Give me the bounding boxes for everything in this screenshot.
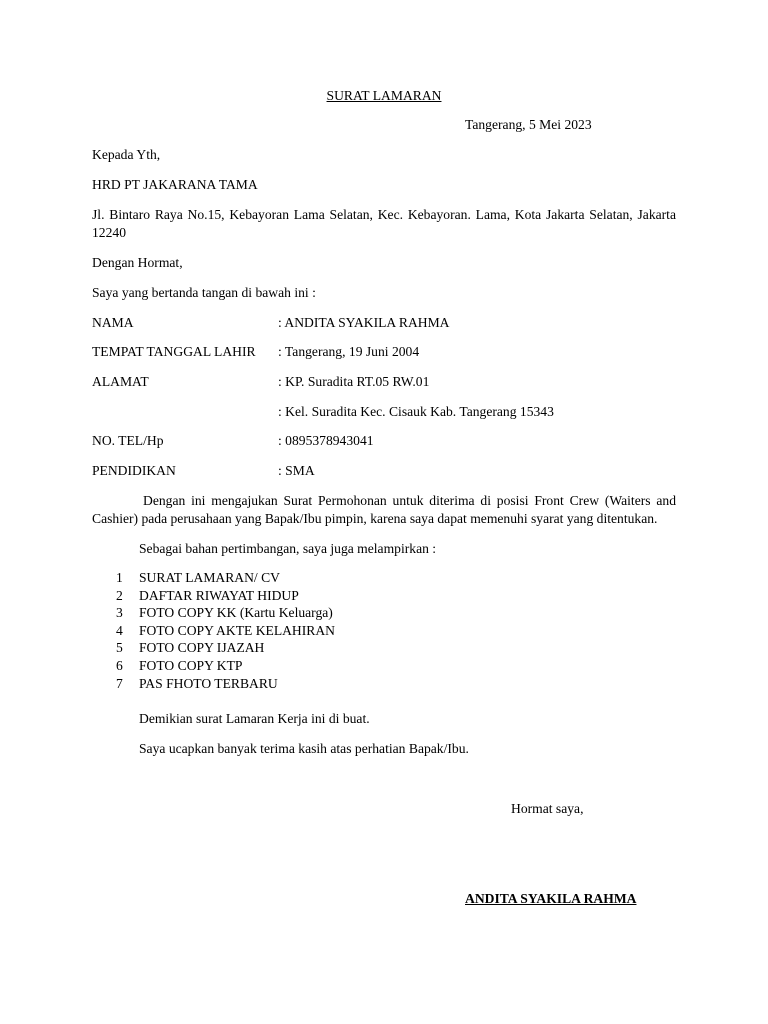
field-label-pendidikan: PENDIDIKAN <box>92 463 176 478</box>
recipient-address: Jl. Bintaro Raya No.15, Kebayoran Lama Selatan, Kec. Kebayoran. Lama, Kota Jakarta Selatan, Jakarta 12240 <box>92 207 676 240</box>
list-item-number: 2 <box>116 588 123 603</box>
list-item: DAFTAR RIWAYAT HIDUP <box>139 588 299 603</box>
list-item: FOTO COPY KTP <box>139 658 243 673</box>
letter-title: SURAT LAMARAN <box>326 88 442 103</box>
sign-off: Hormat saya, <box>511 801 584 816</box>
field-value-alamat: : KP. Suradita RT.05 RW.01 <box>278 374 430 389</box>
field-value-alamat-2: : Kel. Suradita Kec. Cisauk Kab. Tangerang 15343 <box>278 404 554 419</box>
list-item-number: 4 <box>116 623 123 638</box>
field-label-nama: NAMA <box>92 315 134 330</box>
signer-name: ANDITA SYAKILA RAHMA <box>465 891 637 906</box>
intro-text: Saya yang bertanda tangan di bawah ini : <box>92 285 316 300</box>
recipient-greeting: Kepada Yth, <box>92 147 161 162</box>
field-label-telepon: NO. TEL/Hp <box>92 433 164 448</box>
list-item: FOTO COPY KK (Kartu Keluarga) <box>139 605 333 620</box>
list-item: SURAT LAMARAN/ CV <box>139 570 280 585</box>
list-item: FOTO COPY IJAZAH <box>139 640 265 655</box>
recipient-name: HRD PT JAKARANA TAMA <box>92 177 258 192</box>
list-item-number: 6 <box>116 658 123 673</box>
field-value-telepon: : 0895378943041 <box>278 433 374 448</box>
closing-statement: Demikian surat Lamaran Kerja ini di buat. <box>139 711 370 726</box>
salutation: Dengan Hormat, <box>92 255 183 270</box>
field-value-pendidikan: : SMA <box>278 463 315 478</box>
field-value-nama: : ANDITA SYAKILA RAHMA <box>278 315 450 330</box>
thanks-statement: Saya ucapkan banyak terima kasih atas perhatian Bapak/Ibu. <box>139 741 469 756</box>
field-label-ttl: TEMPAT TANGGAL LAHIR <box>92 344 256 359</box>
field-label-alamat: ALAMAT <box>92 374 149 389</box>
list-item: PAS FHOTO TERBARU <box>139 676 278 691</box>
list-item-number: 3 <box>116 605 123 620</box>
list-item-number: 7 <box>116 676 123 691</box>
place-date: Tangerang, 5 Mei 2023 <box>465 117 592 132</box>
attachments-intro: Sebagai bahan pertimbangan, saya juga melampirkan : <box>139 541 437 556</box>
list-item-number: 1 <box>116 570 123 585</box>
list-item: FOTO COPY AKTE KELAHIRAN <box>139 623 335 638</box>
field-value-ttl: : Tangerang, 19 Juni 2004 <box>278 344 420 359</box>
body-paragraph: Dengan ini mengajukan Surat Permohonan untuk diterima di posisi Front Crew (Waiters and Cashier) pada perusahaan yang Bapak/Ibu pimpin, karena saya dapat memenuhi syarat yang ditentukan. <box>92 493 676 526</box>
list-item-number: 5 <box>116 640 123 655</box>
